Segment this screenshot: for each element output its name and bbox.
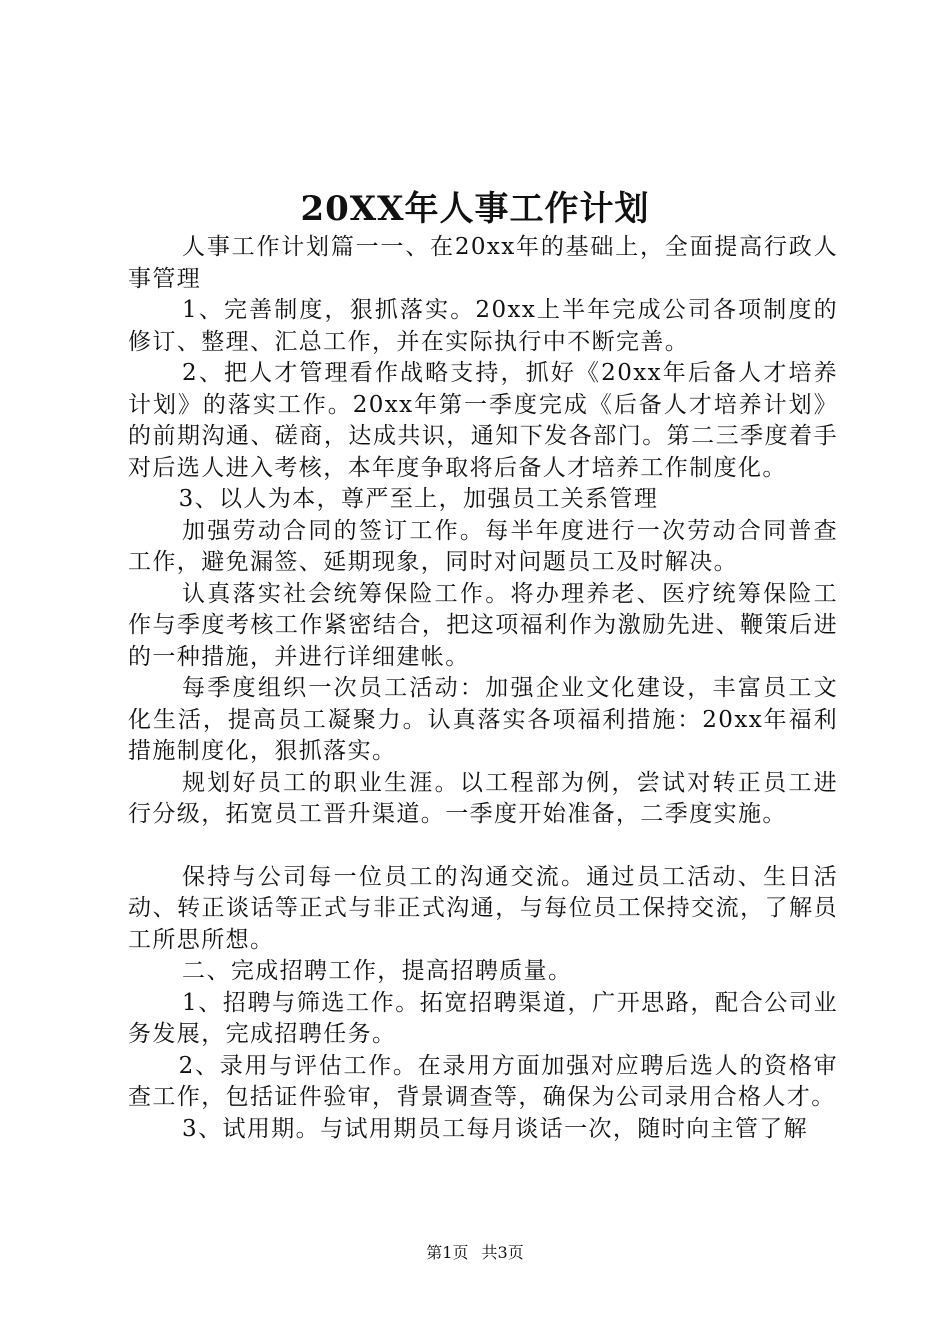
paragraph-item: 每季度组织一次员工活动：加强企业文化建设，丰富员工文化生活，提高员工凝聚力。认真落实各项福利措施：20xx年福利措施制度化，狠抓落实。 xyxy=(128,675,838,764)
paragraph-item: 1、招聘与筛选工作。拓宽招聘渠道，广开思路，配合公司业务发展，完成招聘任务。 xyxy=(128,989,838,1047)
page-number: 第1页 xyxy=(426,1243,469,1262)
paragraph-item: 加强劳动合同的签订工作。每半年度进行一次劳动合同普查工作，避免漏签、延期现象，同时对问题员工及时解决。 xyxy=(128,517,838,575)
paragraph-item: 保持与公司每一位员工的沟通交流。通过员工活动、生日活动、转正谈话等正式与非正式沟通，与每位员工保持交流，了解员工所思所想。 xyxy=(128,863,838,953)
paragraph-item: 2、录用与评估工作。在录用方面加强对应聘后选人的资格审查工作，包括证件验审，背景调查等，确保为公司录用合格人才。 xyxy=(128,1052,838,1110)
page-total: 共3页 xyxy=(481,1243,524,1262)
paragraph-item: 规划好员工的职业生涯。以工程部为例，尝试对转正员工进行分级，拓宽员工晋升渠道。一季度开始准备，二季度实施。 xyxy=(128,769,838,827)
paragraph-heading: 二、完成招聘工作，提高招聘质量。 xyxy=(182,958,573,984)
document-title: 20XX年人事工作计划 xyxy=(300,189,650,229)
page-footer xyxy=(0,1243,950,1263)
paragraph-item: 认真落实社会统筹保险工作。将办理养老、医疗统筹保险工作与季度考核工作紧密结合，把这项福利作为激励先进、鞭策后进的一种措施，并进行详细建帐。 xyxy=(128,580,838,670)
paragraph-item: 2、把人才管理看作战略支持，抓好《20xx年后备人才培养计划》的落实工作。20xx年第一季度完成《后备人才培养计划》的前期沟通、磋商，达成共识，通知下发各部门。第二三季度着手对后选人进入考核，本年度争取将后备人才培养工作制度化。 xyxy=(128,360,838,481)
paragraph-item: 3、试用期。与试用期员工每月谈话一次，随时向主管了解 xyxy=(182,1115,809,1142)
paragraph-heading: 3、以人为本，尊严至上，加强员工关系管理 xyxy=(178,486,659,512)
paragraph-item: 1、完善制度，狠抓落实。20xx上半年完成公司各项制度的修订、整理、汇总工作，并在实际执行中不断完善。 xyxy=(128,297,838,355)
document-body xyxy=(128,232,838,1145)
paragraph-intro: 人事工作计划篇一一、在20xx年的基础上，全面提高行政人事管理 xyxy=(128,234,838,292)
